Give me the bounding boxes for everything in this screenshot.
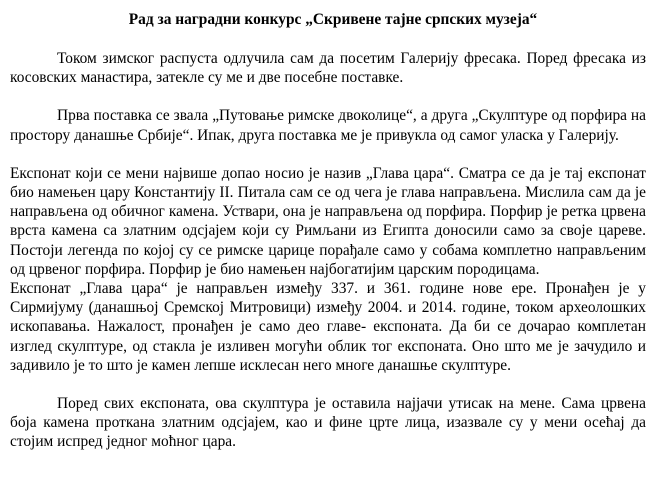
paragraph-4: Експонат „Глава цара“ је направљен између 337. и 361. године нове ере. Пронађен је у Сирмијуму (данашњој Сремској Митровици) између 2004. и 2014. године, током археолошких ископавања. Нажалост, пронађен је само део главе- експоната. Да би се дочарао комплетан изглед скулптуре, од стакла је изливен могући облик тог експоната. Оно што ме је зачудило и задивило је то што је камен лепше исклесан него многе данашње скулптуре. [10, 280, 646, 374]
spacer [10, 87, 646, 106]
spacer [10, 145, 646, 164]
spacer [10, 375, 646, 394]
paragraph-2: Прва поставка се звала „Путовање римске двоколице“, а друга „Скулптуре од порфира на простору данашње Србије“. Ипак, друга поставка ме је привукла од самог уласка у Галерију. [10, 107, 646, 144]
document-title: Рад за наградни конкурс „Скривене тајне српских музеја“ [128, 11, 538, 28]
spacer [10, 29, 646, 49]
paragraph-3: Експонат који се мени највише допао носио је назив „Глава цара“. Сматра се да је тај експонат био намењен цару Константију II. Питала сам се од чега је глава направљена. Мислила сам да је направљена од обичног камена. Уствари, она је направљена од порфира. Порфир је ретка црвена врста камена са златним одсјајем који су Римљани из Египта доносили само за своје цареве. Постоји легенда по којој су се римске царице порађале само у собама комплетно направљеним од црвеног порфира. Порфир је био намењен најбогатијим царским породицама. [10, 164, 646, 278]
paragraph-5: Поред свих експоната, ова скулптура је оставила најјачи утисак на мене. Сама црвена боја камена проткана златним одсјајем, као и фине црте лица, изазвале су у мени осећај да стојим испред једног моћног цара. [10, 395, 646, 451]
paragraph-1: Током зимског распуста одлучила сам да посетим Галерију фресака. Поред фресака из косовских манастира, затекле су ме и две посебне поставке. [10, 50, 646, 87]
